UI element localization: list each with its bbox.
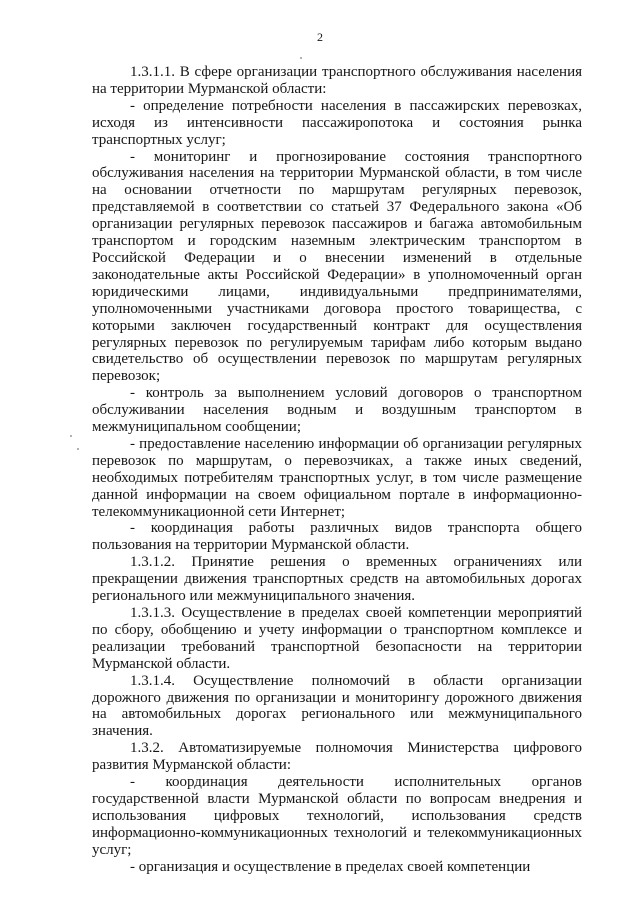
section-1-3-1-2: 1.3.1.2. Принятие решения о временных ограничениях или прекращении движения транспортных средств на автомобильных дорогах регионального или межмуниципального значения. [92,554,582,605]
scan-speck [300,57,302,59]
list-item-passenger-demand: - определение потребности населения в пассажирских перевозках, исходя из интенсивности пассажиропотока и состояния рынка транспортных услуг; [92,97,582,148]
list-item-digital-coordination: - координация деятельности исполнительных органов государственной власти Мурманской области по вопросам внедрения и использования цифровых технологий, использования средств информационно-коммуникационных технологий и телекоммуникационных услуг; [92,774,582,858]
section-1-3-1-1-heading: 1.3.1.1. В сфере организации транспортного обслуживания населения на территории Мурманской области: [92,64,582,97]
section-1-3-1-4: 1.3.1.4. Осуществление полномочий в области организации дорожного движения по организации и мониторингу дорожного движения на автомобильных дорогах регионального или межмуниципального значения. [92,672,582,740]
document-body [92,64,582,876]
section-1-3-2-heading: 1.3.2. Автоматизируемые полномочия Министерства цифрового развития Мурманской области: [92,740,582,774]
list-item-contract-control: - контроль за выполнением условий договоров о транспортном обслуживании населения водным и воздушным транспортом в межмуниципальном сообщении; [92,385,582,436]
list-item-organization-implementation: - организация и осуществление в пределах своей компетенции [130,858,531,875]
section-1-3-1-3: 1.3.1.3. Осуществление в пределах своей компетенции мероприятий по сбору, обобщению и учету информации о транспортном комплексе и реализации требований транспортной безопасности на территории Мурманской области. [92,605,582,672]
list-item-public-information: - предоставление населению информации об организации регулярных перевозок по маршрутам, о перевозчиках, а также иных сведений, необходимых потребителям транспортных услуг, в том числе размещение данной информации на своем официальном портале в информационно-телекоммуникационной сети Интернет; [92,435,582,520]
scan-speck [70,435,72,437]
page-number: 2 [317,30,323,44]
list-item-transport-coordination: - координация работы различных видов транспорта общего пользования на территории Мурманской области. [92,520,582,554]
list-item-monitoring-forecasting: - мониторинг и прогнозирование состояния транспортного обслуживания населения на территории Мурманской области, в том числе на основании отчетности по маршрутам регулярных перевозок, представляемой в соответствии со статьей 37 Федерального закона «Об организации регулярных перевозок пассажиров и багажа автомобильным транспортом и городским наземным электрическим транспортом в Российской Федерации и о внесении изменений в отдельные законодательные акты Российской Федерации» в уполномоченный орган юридическими лицами, индивидуальными предпринимателями, уполномоченными участниками договора простого товарищества, с которыми заключен государственный контракт для осуществления регулярных перевозок по регулируемым тарифам либо которым выдано свидетельство об осуществлении перевозок по маршрутам регулярных перевозок; [92,148,582,385]
scan-speck [77,448,79,450]
